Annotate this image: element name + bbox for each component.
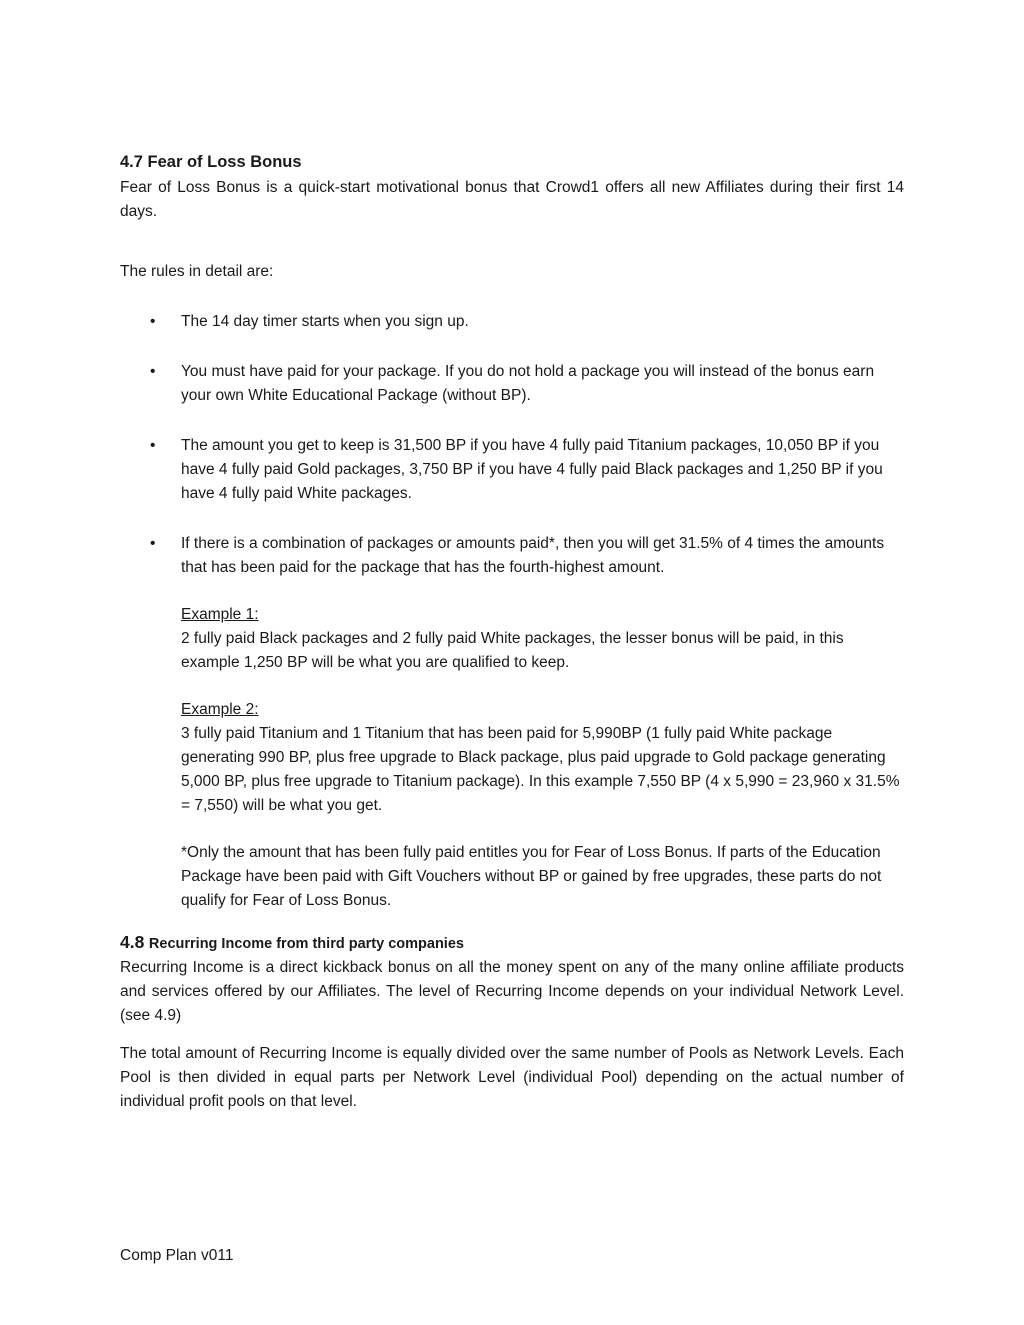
rules-intro-text: The rules in detail are: bbox=[120, 263, 274, 280]
example-1 bbox=[181, 603, 904, 675]
section-heading bbox=[120, 930, 904, 956]
bullet-icon: • bbox=[150, 535, 156, 552]
section-paragraph: The total amount of Recurring Income is equally divided over the same number of Pools as Network Levels. Each Pool is then divided in equal parts per Network Level (individual Pool) depending on the actual number of individual profit pools on that level. bbox=[120, 1045, 904, 1110]
footnote-text: *Only the amount that has been fully paid entitles you for Fear of Loss Bonus. If parts of the Education Package have been paid with Gift Vouchers without BP or gained by free upgrades, these parts do not qualify for Fear of Loss Bonus. bbox=[181, 844, 882, 909]
bullet-icon: • bbox=[150, 363, 156, 380]
rule-text: The 14 day timer starts when you sign up. bbox=[181, 313, 469, 330]
section-heading: 4.7 Fear of Loss Bonus bbox=[120, 153, 302, 171]
section-title: Recurring Income from third party companies bbox=[148, 936, 464, 952]
list-item bbox=[120, 310, 904, 334]
example-title: Example 2: bbox=[181, 701, 259, 718]
footnote bbox=[181, 841, 904, 913]
list-item bbox=[120, 532, 904, 913]
rules-list bbox=[120, 310, 904, 913]
page-footer: Comp Plan v011 bbox=[120, 1247, 234, 1264]
section-paragraph: Recurring Income is a direct kickback bonus on all the money spent on any of the many online affiliate products and services offered by our Affiliates. The level of Recurring Income depends on your individual Network Level. (see 4.9) bbox=[120, 959, 904, 1024]
example-text: 2 fully paid Black packages and 2 fully paid White packages, the lesser bonus will be paid, in this example 1,250 BP will be what you are qualified to keep. bbox=[181, 630, 844, 671]
rule-text: If there is a combination of packages or amounts paid*, then you will get 31.5% of 4 times the amounts that has been paid for the package that has the fourth-highest amount. bbox=[181, 535, 885, 576]
section-4-8 bbox=[120, 930, 904, 1114]
example-text: 3 fully paid Titanium and 1 Titanium that has been paid for 5,990BP (1 fully paid White package generating 990 BP, plus free upgrade to Black package, plus paid upgrade to Gold package generating 5,000 BP, plus free upgrade to Titanium package). In this example 7,550 BP (4 x 5,990 = 23,960 x 31.5% = 7,550) will be what you get. bbox=[181, 725, 900, 814]
example-2 bbox=[181, 698, 904, 818]
page-content bbox=[120, 150, 904, 1114]
section-number: 4.8 bbox=[120, 932, 145, 952]
example-title: Example 1: bbox=[181, 606, 259, 623]
bullet-icon: • bbox=[150, 437, 156, 454]
list-item bbox=[120, 434, 904, 506]
bullet-icon: • bbox=[150, 313, 156, 330]
list-item bbox=[120, 360, 904, 408]
rule-text: You must have paid for your package. If you do not hold a package you will instead of the bonus earn your own White Educational Package (without BP). bbox=[181, 363, 875, 404]
section-intro-paragraph: Fear of Loss Bonus is a quick-start motivational bonus that Crowd1 offers all new Affiliates during their first 14 days. bbox=[120, 179, 904, 220]
rule-text: The amount you get to keep is 31,500 BP if you have 4 fully paid Titanium packages, 10,050 BP if you have 4 fully paid Gold packages, 3,750 BP if you have 4 fully paid Black packages and 1,250 BP if you have 4 fully paid White packages. bbox=[181, 437, 883, 502]
section-4-7 bbox=[120, 150, 904, 913]
